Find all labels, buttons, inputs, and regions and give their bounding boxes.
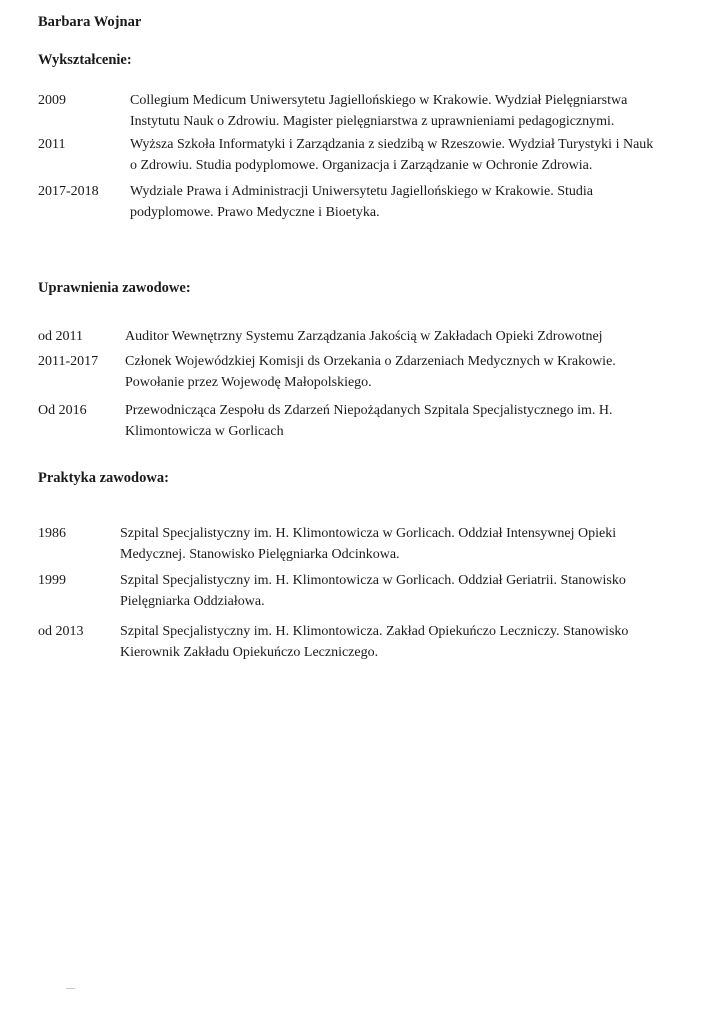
entry-line: Kierownik Zakładu Opiekuńczo Leczniczego. <box>120 645 379 660</box>
entry-text <box>125 351 616 393</box>
entry-line: Szpital Specjalistyczny im. H. Klimontowicza w Gorlicach. Oddział Intensywnej Opieki <box>120 526 617 541</box>
entry-year: 2017-2018 <box>38 184 99 199</box>
entry-line: Medycznej. Stanowisko Pielęgniarka Odcinkowa. <box>120 547 400 562</box>
entry-line: Wyższa Szkoła Informatyki i Zarządzania z siedzibą w Rzeszowie. Wydział Turystyki i Nauk <box>130 137 654 152</box>
entry-line: Szpital Specjalistyczny im. H. Klimontowicza. Zakład Opiekuńczo Leczniczy. Stanowisko <box>120 624 629 639</box>
entry-line: Instytutu Nauk o Zdrowiu. Magister pielęgniarstwa z uprawnieniami pedagogicznymi. <box>130 114 615 129</box>
section-heading-education: Wykształcenie: <box>38 52 132 68</box>
entry-line: Klimontowicza w Gorlicach <box>125 424 284 439</box>
entry-year: 1986 <box>38 526 66 541</box>
person-name: Barbara Wojnar <box>38 14 142 30</box>
entry-text <box>120 621 628 663</box>
entry-year: od 2011 <box>38 329 83 344</box>
entry-line: Auditor Wewnętrzny Systemu Zarządzania Jakością w Zakładach Opieki Zdrowotnej <box>125 329 603 344</box>
entry-line: Szpital Specjalistyczny im. H. Klimontowicza w Gorlicach. Oddział Geriatrii. Stanowisko <box>120 573 626 588</box>
scan-artifact <box>66 988 75 989</box>
entry-text <box>120 570 626 612</box>
entry-text <box>125 326 603 347</box>
entry-line: Członek Wojewódzkiej Komisji ds Orzekania o Zdarzeniach Medycznych w Krakowie. <box>125 354 616 369</box>
entry-line: Powołanie przez Wojewodę Małopolskiego. <box>125 375 372 390</box>
entry-year: 2011-2017 <box>38 354 99 369</box>
entry-line: podyplomowe. Prawo Medyczne i Bioetyka. <box>130 205 380 220</box>
entry-line: Collegium Medicum Uniwersytetu Jagiellońskiego w Krakowie. Wydział Pielęgniarstwa <box>130 93 628 108</box>
entry-line: Przewodnicząca Zespołu ds Zdarzeń Niepożądanych Szpitala Specjalistycznego im. H. <box>125 403 613 418</box>
section-heading-experience: Praktyka zawodowa: <box>38 470 169 486</box>
entry-year: 2009 <box>38 93 66 108</box>
section-heading-qualifications: Uprawnienia zawodowe: <box>38 280 191 296</box>
entry-line: Pielęgniarka Oddziałowa. <box>120 594 265 609</box>
entry-line: Wydziale Prawa i Administracji Uniwersytetu Jagiellońskiego w Krakowie. Studia <box>130 184 593 199</box>
entry-text <box>130 90 627 132</box>
entry-year: od 2013 <box>38 624 84 639</box>
entry-text <box>130 134 653 176</box>
entry-year: 1999 <box>38 573 66 588</box>
entry-text <box>130 181 593 223</box>
entry-year: 2011 <box>38 137 66 152</box>
entry-year: Od 2016 <box>38 403 87 418</box>
entry-line: o Zdrowiu. Studia podyplomowe. Organizacja i Zarządzanie w Ochronie Zdrowia. <box>130 158 593 173</box>
entry-text <box>125 400 612 442</box>
entry-text <box>120 523 616 565</box>
